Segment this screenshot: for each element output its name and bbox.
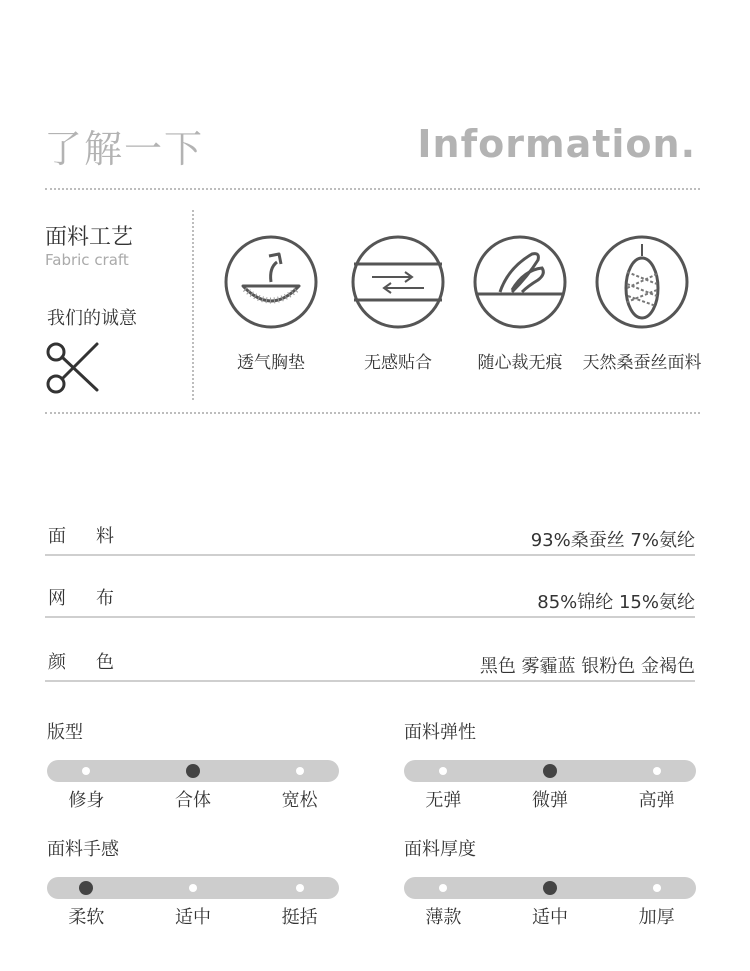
scale-track bbox=[404, 877, 696, 899]
scale-title: 面料厚度 bbox=[404, 839, 476, 860]
feature-seamless-fit bbox=[328, 234, 468, 373]
section-title-en: Information. bbox=[417, 122, 696, 166]
scale-track bbox=[47, 877, 339, 899]
scale-options bbox=[47, 786, 339, 812]
scale-option: 无弹 bbox=[425, 790, 462, 811]
scale-option: 薄款 bbox=[425, 907, 462, 928]
scale-option: 柔软 bbox=[68, 907, 105, 928]
scale-option: 合体 bbox=[175, 790, 211, 811]
scale-options bbox=[404, 786, 696, 812]
scale-option: 适中 bbox=[532, 907, 568, 928]
spec-row-fabric bbox=[45, 520, 695, 556]
spec-label: 面料 bbox=[48, 526, 144, 547]
scale-thickness bbox=[404, 835, 696, 929]
sincerity-label: 我们的诚意 bbox=[47, 308, 137, 329]
scale-track bbox=[404, 760, 696, 782]
feature-silk-cocoon bbox=[572, 234, 712, 373]
scale-hand-feel bbox=[47, 835, 339, 929]
feature-breathable-pad bbox=[201, 234, 341, 373]
spec-row-color bbox=[45, 646, 695, 682]
scale-track bbox=[47, 760, 339, 782]
scale-options bbox=[47, 903, 339, 929]
scissors-icon bbox=[45, 340, 101, 396]
scale-title: 版型 bbox=[47, 722, 83, 743]
scale-elasticity bbox=[404, 718, 696, 812]
scale-knob-selected bbox=[79, 881, 93, 895]
scale-knob bbox=[439, 884, 447, 892]
spec-value: 93%桑蚕丝 7%氨纶 bbox=[530, 530, 695, 551]
feature-label: 随心裁无痕 bbox=[477, 353, 563, 373]
feature-cut-free bbox=[450, 234, 590, 373]
silk-cocoon-icon bbox=[594, 234, 690, 330]
feature-label: 无感贴合 bbox=[364, 353, 432, 373]
spec-label: 网布 bbox=[48, 588, 144, 609]
feature-label: 天然桑蚕丝面料 bbox=[582, 353, 702, 373]
breathable-pad-icon bbox=[223, 234, 319, 330]
scale-option: 挺括 bbox=[281, 907, 318, 928]
section-title-cn: 了解一下 bbox=[44, 127, 205, 171]
scale-knob-selected bbox=[543, 881, 557, 895]
feature-label: 透气胸垫 bbox=[237, 353, 305, 373]
scale-knob bbox=[296, 884, 304, 892]
scale-option: 加厚 bbox=[638, 907, 675, 928]
spec-value: 85%锦纶 15%氨纶 bbox=[537, 592, 695, 613]
spec-label: 颜色 bbox=[48, 652, 144, 673]
scale-knob bbox=[189, 884, 197, 892]
spec-value: 黑色 雾霾蓝 银粉色 金褐色 bbox=[479, 656, 695, 677]
craft-title: 面料工艺 bbox=[45, 225, 134, 250]
scale-knob bbox=[653, 767, 661, 775]
scale-knob bbox=[82, 767, 90, 775]
cut-free-icon bbox=[472, 234, 568, 330]
scale-options bbox=[404, 903, 696, 929]
craft-subtitle: Fabric craft bbox=[45, 251, 129, 269]
scale-fit bbox=[47, 718, 339, 812]
divider-vertical bbox=[192, 210, 194, 400]
scale-knob bbox=[439, 767, 447, 775]
scale-title: 面料手感 bbox=[47, 839, 119, 860]
spec-row-mesh bbox=[45, 582, 695, 618]
scale-option: 适中 bbox=[175, 907, 211, 928]
scale-knob bbox=[653, 884, 661, 892]
scale-option: 微弹 bbox=[532, 790, 568, 811]
scale-knob-selected bbox=[186, 764, 200, 778]
scale-title: 面料弹性 bbox=[404, 722, 476, 743]
scale-knob-selected bbox=[543, 764, 557, 778]
seamless-fit-icon bbox=[350, 234, 446, 330]
scale-option: 宽松 bbox=[281, 790, 318, 811]
divider-top bbox=[45, 188, 700, 190]
divider-bottom bbox=[45, 412, 700, 414]
scale-option: 高弹 bbox=[638, 790, 675, 811]
scale-option: 修身 bbox=[68, 790, 105, 811]
scale-knob bbox=[296, 767, 304, 775]
